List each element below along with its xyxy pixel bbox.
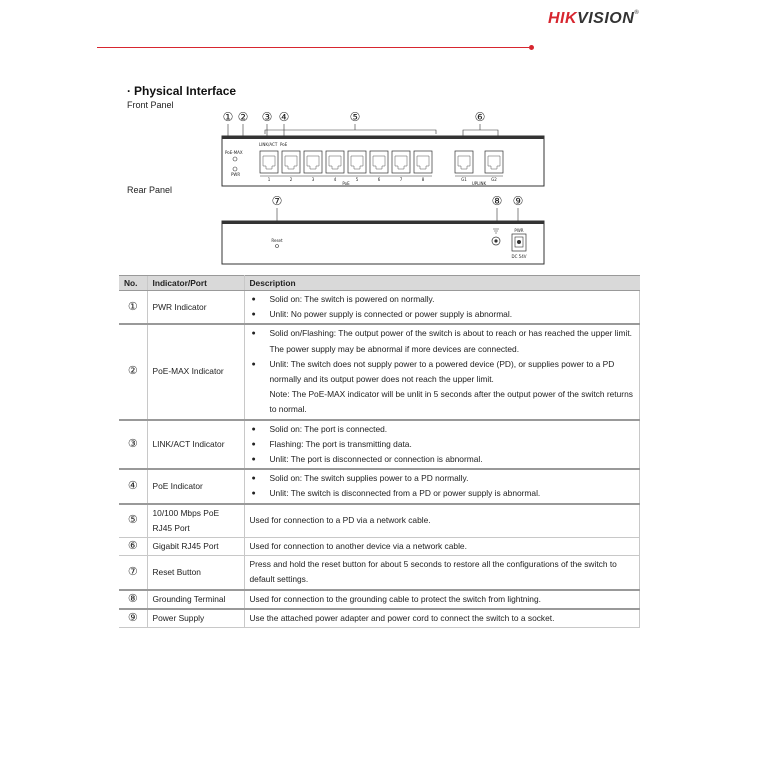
callout-6: ⑥ [474, 110, 486, 124]
header-description: Description [244, 276, 640, 291]
table-row [119, 324, 640, 419]
bullet-item: ● Solid on/Flashing: The output power of the switch is about to reach or has reached the upper limit. The power supply may be abnormal if more devices are connected. [250, 326, 635, 356]
port-number-4: 4 [333, 177, 337, 182]
port-number-1: 1 [267, 177, 271, 182]
header-rule [97, 47, 529, 48]
row-description [244, 420, 640, 470]
table-row [119, 538, 640, 556]
port-number-8: 8 [421, 177, 425, 182]
callout-5: ⑤ [349, 110, 361, 124]
table-row [119, 291, 640, 325]
callout-7: ⑦ [271, 194, 283, 208]
row-description [244, 469, 640, 503]
row-port: PoE Indicator [147, 469, 244, 503]
bullet-item: ● Solid on: The switch is powered on normally. [250, 292, 635, 307]
callout-2: ② [237, 110, 249, 124]
pwr-port-label: PWR [514, 228, 524, 233]
hikvision-logo: HIKVISION® [548, 10, 640, 27]
row-no: ⑥ [119, 538, 147, 556]
bullet-item: ● Solid on: The switch supplies power to a PD normally. [250, 471, 635, 486]
table-row [119, 420, 640, 470]
row-port: 10/100 Mbps PoE RJ45 Port [147, 504, 244, 538]
row-description: Use the attached power adapter and power cord to connect the switch to a socket. [244, 609, 640, 628]
bullet-item: ● Flashing: The port is transmitting data. [250, 437, 635, 452]
bullet-item: ● Unlit: No power supply is connected or power supply is abnormal. [250, 307, 635, 322]
row-description: Used for connection to another device via a network cable. [244, 538, 640, 556]
row-description: Press and hold the reset button for about 5 seconds to restore all the configurations of the switch to default settings. [244, 556, 640, 590]
table-row [119, 590, 640, 609]
bullet-item: ● Solid on: The port is connected. [250, 422, 635, 437]
linkact-label: LINK/ACT [259, 142, 278, 147]
row-note: Note: The PoE-MAX indicator will be unlit in 5 seconds after the output power of the switch returns to normal. [269, 389, 633, 415]
header-indicator-port: Indicator/Port [147, 276, 244, 291]
row-port: Reset Button [147, 556, 244, 590]
pwr-led-label: PWR [231, 172, 241, 177]
port-number-6: 6 [377, 177, 381, 182]
header-no: No. [119, 276, 147, 291]
bullet-item: ● Unlit: The switch does not supply power to a powered device (PD), or supplies power to a PD normally and its output power does not reach the upper limit. [250, 357, 635, 387]
panel-diagram-svg [218, 106, 548, 266]
reset-label: Reset [271, 238, 283, 243]
row-port: Gigabit RJ45 Port [147, 538, 244, 556]
row-no: ⑨ [119, 609, 147, 628]
panel-diagram [218, 106, 548, 266]
callout-1: ① [222, 110, 234, 124]
table-row [119, 504, 640, 538]
poe-max-led-label: PoE-MAX [225, 150, 243, 155]
table-row [119, 556, 640, 590]
callout-3: ③ [261, 110, 273, 124]
table-row [119, 469, 640, 503]
row-port: PoE-MAX Indicator [147, 324, 244, 419]
bullet-item: ● Unlit: The switch is disconnected from a PD or power supply is abnormal. [250, 486, 635, 501]
interface-table [119, 275, 640, 628]
row-no: ④ [119, 469, 147, 503]
callout-8: ⑧ [491, 194, 503, 208]
table-header-row [119, 276, 640, 291]
row-no: ② [119, 324, 147, 419]
header-rule-dot [529, 45, 534, 50]
port-number-7: 7 [399, 177, 403, 182]
uplink-port-g1: G1 [461, 177, 467, 182]
section-title: · Physical Interface [127, 84, 237, 98]
row-port: LINK/ACT Indicator [147, 420, 244, 470]
uplink-label: UPLINK [471, 181, 487, 186]
table-row [119, 609, 640, 628]
port-number-2: 2 [289, 177, 293, 182]
uplink-port-g2: G2 [491, 177, 497, 182]
callout-4: ④ [278, 110, 290, 124]
front-panel-label: Front Panel [127, 100, 174, 110]
row-no: ⑤ [119, 504, 147, 538]
row-port: PWR Indicator [147, 291, 244, 325]
bullet-item: ● Unlit: The port is disconnected or connection is abnormal. [250, 452, 635, 467]
dc-label: DC 54V [511, 254, 527, 259]
port-number-3: 3 [311, 177, 315, 182]
callout-9: ⑨ [512, 194, 524, 208]
row-description [244, 324, 640, 419]
rear-panel-label: Rear Panel [127, 185, 173, 195]
row-description [244, 291, 640, 325]
row-no: ③ [119, 420, 147, 470]
row-no: ① [119, 291, 147, 325]
row-description: Used for connection to the grounding cable to protect the switch from lightning. [244, 590, 640, 609]
row-port: Power Supply [147, 609, 244, 628]
port-number-5: 5 [355, 177, 359, 182]
row-description: Used for connection to a PD via a network cable. [244, 504, 640, 538]
row-no: ⑧ [119, 590, 147, 609]
row-port: Grounding Terminal [147, 590, 244, 609]
poe-group-label: PoE [342, 181, 350, 186]
row-no: ⑦ [119, 556, 147, 590]
poe-led-label: PoE [280, 142, 288, 147]
